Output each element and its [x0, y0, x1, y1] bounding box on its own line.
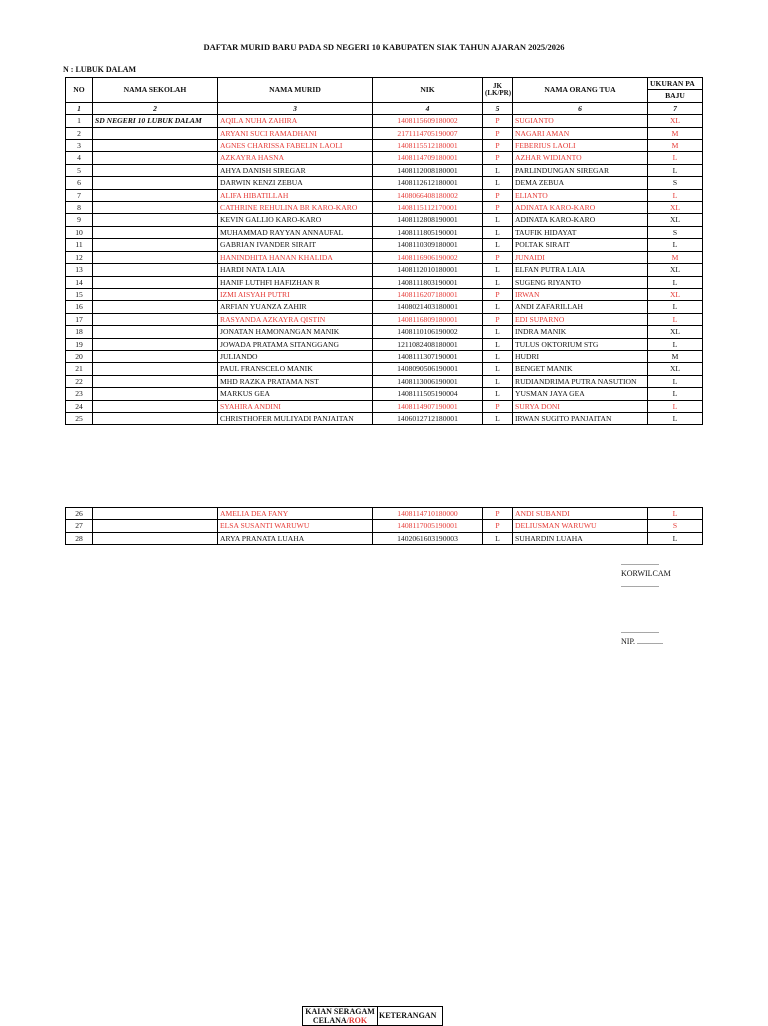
student-gender: P — [483, 115, 513, 127]
table-row — [66, 363, 703, 375]
student-nik: 1408115112170001 — [373, 202, 483, 214]
student-name: JOWADA PRATAMA SITANGGANG — [218, 338, 373, 350]
student-gender: P — [483, 400, 513, 412]
parent-name: POLTAK SIRAIT — [513, 239, 648, 251]
uniform-header-rok: /ROK — [346, 1016, 368, 1025]
parent-name: AZHAR WIDIANTO — [513, 152, 648, 164]
student-nik: 1408112612180001 — [373, 177, 483, 189]
row-number: 20 — [66, 350, 93, 362]
student-name: SYAHIRA ANDINI — [218, 400, 373, 412]
parent-name: JUNAIDI — [513, 251, 648, 263]
row-number: 15 — [66, 288, 93, 300]
student-nik: 1408116809180001 — [373, 313, 483, 325]
student-gender: L — [483, 214, 513, 226]
student-gender: L — [483, 301, 513, 313]
student-gender: L — [483, 264, 513, 276]
shirt-size: XL — [648, 326, 703, 338]
row-number: 18 — [66, 326, 93, 338]
row-number: 1 — [66, 115, 93, 127]
student-nik: 1211082408180001 — [373, 338, 483, 350]
parent-name: IRWAN — [513, 288, 648, 300]
student-gender: L — [483, 338, 513, 350]
row-number: 6 — [66, 177, 93, 189]
student-gender: L — [483, 363, 513, 375]
signature-dots-3: ................... — [621, 626, 659, 635]
school-cell — [93, 251, 218, 263]
row-number: 11 — [66, 239, 93, 251]
student-name: AGNES CHARISSA FABELIN LAOLI — [218, 140, 373, 152]
shirt-size: L — [648, 313, 703, 325]
parent-name: ADINATA KARO-KARO — [513, 214, 648, 226]
row-number: 10 — [66, 226, 93, 238]
student-table-continued — [65, 507, 703, 545]
table-row — [66, 140, 703, 152]
signature-dots-1: ................... — [621, 558, 659, 567]
index-cell: 2 — [93, 102, 218, 114]
student-nik: 1408115512180001 — [373, 140, 483, 152]
school-cell — [93, 202, 218, 214]
index-cell: 5 — [483, 102, 513, 114]
row-number: 14 — [66, 276, 93, 288]
student-nik: 1408114709180001 — [373, 152, 483, 164]
row-number: 23 — [66, 388, 93, 400]
shirt-size: XL — [648, 288, 703, 300]
row-number: 5 — [66, 164, 93, 176]
signature-dots-2: ................... — [621, 580, 659, 589]
parent-name: YUSMAN JAYA GEA — [513, 388, 648, 400]
shirt-size: L — [648, 375, 703, 387]
student-nik: 1408110309180001 — [373, 239, 483, 251]
student-name: CHRISTHOFER MULIYADI PANJAITAN — [218, 412, 373, 424]
school-cell — [93, 400, 218, 412]
student-name: HANIF LUTHFI HAFIZHAN R — [218, 276, 373, 288]
index-cell: 4 — [373, 102, 483, 114]
row-number: 13 — [66, 264, 93, 276]
parent-name: BENGET MANIK — [513, 363, 648, 375]
uniform-header-label: KAIAN SERAGAM — [305, 1007, 375, 1016]
school-cell — [93, 140, 218, 152]
student-nik: 1408114907190001 — [373, 400, 483, 412]
school-cell — [93, 239, 218, 251]
school-cell — [93, 520, 218, 532]
parent-name: SURYA DONI — [513, 400, 648, 412]
shirt-size: M — [648, 127, 703, 139]
shirt-size: L — [648, 532, 703, 544]
table-row — [66, 239, 703, 251]
student-name: ARFIAN YUANZA ZAHIR — [218, 301, 373, 313]
row-number: 4 — [66, 152, 93, 164]
shirt-size: XL — [648, 115, 703, 127]
student-nik: 1408111505190004 — [373, 388, 483, 400]
row-number: 2 — [66, 127, 93, 139]
shirt-size: XL — [648, 214, 703, 226]
student-gender: P — [483, 251, 513, 263]
row-number: 7 — [66, 189, 93, 201]
row-number: 19 — [66, 338, 93, 350]
table-row — [66, 400, 703, 412]
uniform-header-cell — [303, 1007, 378, 1026]
parent-name: RUDIANDRIMA PUTRA NASUTION — [513, 375, 648, 387]
parent-name: ELIANTO — [513, 189, 648, 201]
student-table — [65, 77, 703, 425]
parent-name: ANDI SUBANDI — [513, 508, 648, 520]
header-ukuran: UKURAN PA — [648, 78, 703, 90]
index-cell: 6 — [513, 102, 648, 114]
index-cell: 7 — [648, 102, 703, 114]
table-row — [66, 301, 703, 313]
shirt-size: XL — [648, 202, 703, 214]
school-cell — [93, 152, 218, 164]
school-cell: SD NEGERI 10 LUBUK DALAM — [93, 115, 218, 127]
school-cell — [93, 375, 218, 387]
table-row — [66, 350, 703, 362]
shirt-size: M — [648, 350, 703, 362]
student-name: AQILA NUHA ZAHIRA — [218, 115, 373, 127]
signature-role: KORWILCAM — [621, 569, 671, 578]
signature-nip: NIP. ............. — [621, 637, 664, 646]
row-number: 27 — [66, 520, 93, 532]
shirt-size: M — [648, 251, 703, 263]
shirt-size: L — [648, 301, 703, 313]
shirt-size: L — [648, 164, 703, 176]
student-gender: L — [483, 239, 513, 251]
parent-name: SUGIANTO — [513, 115, 648, 127]
student-gender: P — [483, 140, 513, 152]
student-nik: 1408114710180000 — [373, 508, 483, 520]
student-nik: 1408111307190001 — [373, 350, 483, 362]
table-row — [66, 264, 703, 276]
student-gender: L — [483, 276, 513, 288]
student-name: ARYA PRANATA LUAHA — [218, 532, 373, 544]
school-cell — [93, 127, 218, 139]
header-row — [66, 78, 703, 90]
shirt-size: L — [648, 412, 703, 424]
row-number: 24 — [66, 400, 93, 412]
parent-name: PARLINDUNGAN SIREGAR — [513, 164, 648, 176]
student-name: KEVIN GALLIO KARO-KARO — [218, 214, 373, 226]
parent-name: ANDI ZAFARILLAH — [513, 301, 648, 313]
school-cell — [93, 412, 218, 424]
student-name: PAUL FRANSCELO MANIK — [218, 363, 373, 375]
table-row — [66, 251, 703, 263]
parent-name: SUHARDIN LUAHA — [513, 532, 648, 544]
parent-name: FEBERIUS LAOLI — [513, 140, 648, 152]
shirt-size: L — [648, 189, 703, 201]
uniform-header-celana: CELANA — [312, 1016, 347, 1025]
index-row — [66, 102, 703, 114]
school-cell — [93, 264, 218, 276]
school-cell — [93, 388, 218, 400]
student-nik: 1408021403180001 — [373, 301, 483, 313]
student-gender: L — [483, 532, 513, 544]
table-row — [66, 189, 703, 201]
shirt-size: L — [648, 388, 703, 400]
row-number: 25 — [66, 412, 93, 424]
school-cell — [93, 177, 218, 189]
school-cell — [93, 164, 218, 176]
student-gender: P — [483, 189, 513, 201]
school-cell — [93, 276, 218, 288]
row-number: 16 — [66, 301, 93, 313]
shirt-size: XL — [648, 264, 703, 276]
table-row — [66, 508, 703, 520]
school-cell — [93, 532, 218, 544]
header-baju: BAJU — [648, 90, 703, 102]
table-row — [66, 164, 703, 176]
student-gender: L — [483, 164, 513, 176]
index-cell: 1 — [66, 102, 93, 114]
student-nik: 1408066408180002 — [373, 189, 483, 201]
student-name: AZKAYRA HASNA — [218, 152, 373, 164]
student-gender: P — [483, 520, 513, 532]
student-name: HANINDHITA HANAN KHALIDA — [218, 251, 373, 263]
row-number: 28 — [66, 532, 93, 544]
student-nik: 1408115609180002 — [373, 115, 483, 127]
student-name: JONATAN HAMONANGAN MANIK — [218, 326, 373, 338]
student-gender: P — [483, 152, 513, 164]
row-number: 12 — [66, 251, 93, 263]
table-row — [66, 532, 703, 544]
student-nik: 1408117005190001 — [373, 520, 483, 532]
header-jk: JK (LK/PR) — [483, 78, 513, 103]
row-number: 9 — [66, 214, 93, 226]
row-number: 17 — [66, 313, 93, 325]
shirt-size: L — [648, 338, 703, 350]
student-name: ALIFA HIBATILLAH — [218, 189, 373, 201]
header-no: NO — [66, 78, 93, 103]
student-name: ELSA SUSANTI WARUWU — [218, 520, 373, 532]
uniform-table-header — [302, 1006, 443, 1026]
student-name: RASYANDA AZKAYRA QISTIN — [218, 313, 373, 325]
parent-name: DELIUSMAN WARUWU — [513, 520, 648, 532]
student-gender: L — [483, 388, 513, 400]
parent-name: ADINATA KARO-KARO — [513, 202, 648, 214]
student-name: AMELIA DEA FANY — [218, 508, 373, 520]
student-nik: 1402061603190003 — [373, 532, 483, 544]
parent-name: NAGARI AMAN — [513, 127, 648, 139]
student-name: MARKUS GEA — [218, 388, 373, 400]
shirt-size: S — [648, 226, 703, 238]
kecamatan-label: N : LUBUK DALAM — [63, 65, 137, 74]
student-nik: 1408112008180001 — [373, 164, 483, 176]
school-cell — [93, 226, 218, 238]
school-cell — [93, 313, 218, 325]
row-number: 21 — [66, 363, 93, 375]
student-gender: P — [483, 127, 513, 139]
index-cell: 3 — [218, 102, 373, 114]
table-row — [66, 177, 703, 189]
parent-name: HUDRI — [513, 350, 648, 362]
student-name: JULIANDO — [218, 350, 373, 362]
parent-name: INDRA MANIK — [513, 326, 648, 338]
row-number: 22 — [66, 375, 93, 387]
row-number: 3 — [66, 140, 93, 152]
school-cell — [93, 508, 218, 520]
parent-name: EDI SUPARNO — [513, 313, 648, 325]
table-row — [66, 115, 703, 127]
table-row — [66, 214, 703, 226]
shirt-size: L — [648, 508, 703, 520]
table-row — [66, 313, 703, 325]
student-gender: L — [483, 412, 513, 424]
table-row — [66, 226, 703, 238]
school-cell — [93, 288, 218, 300]
school-cell — [93, 350, 218, 362]
student-gender: L — [483, 375, 513, 387]
student-name: MHD RAZKA PRATAMA NST — [218, 375, 373, 387]
student-gender: L — [483, 226, 513, 238]
header-nama-murid: NAMA MURID — [218, 78, 373, 103]
student-name: MUHAMMAD RAYYAN ANNAUFAL — [218, 226, 373, 238]
student-nik: 1408113006190001 — [373, 375, 483, 387]
shirt-size: M — [648, 140, 703, 152]
parent-name: SUGENG RIYANTO — [513, 276, 648, 288]
header-nama-orang-tua: NAMA ORANG TUA — [513, 78, 648, 103]
student-name: GABRIAN IVANDER SIRAIT — [218, 239, 373, 251]
shirt-size: L — [648, 276, 703, 288]
student-name: AHYA DANISH SIREGAR — [218, 164, 373, 176]
school-cell — [93, 326, 218, 338]
student-name: IZMI AISYAH PUTRI — [218, 288, 373, 300]
student-gender: P — [483, 288, 513, 300]
notes-header-cell: KETERANGAN — [378, 1007, 443, 1026]
header-nama-sekolah: NAMA SEKOLAH — [93, 78, 218, 103]
shirt-size: L — [648, 400, 703, 412]
student-nik: 1408111803190001 — [373, 276, 483, 288]
student-nik: 1408090506190001 — [373, 363, 483, 375]
student-nik: 1408112808190001 — [373, 214, 483, 226]
shirt-size: XL — [648, 363, 703, 375]
school-cell — [93, 338, 218, 350]
row-number: 8 — [66, 202, 93, 214]
table-row — [66, 152, 703, 164]
school-cell — [93, 363, 218, 375]
table-row — [66, 202, 703, 214]
student-gender: L — [483, 326, 513, 338]
student-nik: 1408112010180001 — [373, 264, 483, 276]
student-gender: P — [483, 508, 513, 520]
table-row — [66, 338, 703, 350]
student-name: DARWIN KENZI ZEBUA — [218, 177, 373, 189]
parent-name: TULUS OKTORIUM STG — [513, 338, 648, 350]
student-gender: L — [483, 350, 513, 362]
parent-name: TAUFIK HIDAYAT — [513, 226, 648, 238]
shirt-size: L — [648, 239, 703, 251]
shirt-size: S — [648, 177, 703, 189]
student-gender: P — [483, 313, 513, 325]
school-cell — [93, 301, 218, 313]
school-cell — [93, 214, 218, 226]
student-name: HARDI NATA LAIA — [218, 264, 373, 276]
parent-name: ELFAN PUTRA LAIA — [513, 264, 648, 276]
school-cell — [93, 189, 218, 201]
parent-name: DEMA ZEBUA — [513, 177, 648, 189]
student-nik: 1408116906190002 — [373, 251, 483, 263]
row-number: 26 — [66, 508, 93, 520]
student-nik: 1408116207180001 — [373, 288, 483, 300]
table-row — [66, 375, 703, 387]
parent-name: IRWAN SUGITO PANJAITAN — [513, 412, 648, 424]
student-name: ARYANI SUCI RAMADHANI — [218, 127, 373, 139]
shirt-size: S — [648, 520, 703, 532]
student-gender: P — [483, 202, 513, 214]
table-row — [66, 326, 703, 338]
shirt-size: L — [648, 152, 703, 164]
document-title: DAFTAR MURID BARU PADA SD NEGERI 10 KABUPATEN SIAK TAHUN AJARAN 2025/2026 — [203, 42, 565, 52]
student-nik: 2171114705190007 — [373, 127, 483, 139]
table-row — [66, 412, 703, 424]
student-nik: 1408111805190001 — [373, 226, 483, 238]
student-name: CATHRINE REHULINA BR KARO-KARO — [218, 202, 373, 214]
header-nik: NIK — [373, 78, 483, 103]
table-row — [66, 276, 703, 288]
table-row — [66, 388, 703, 400]
student-nik: 1406012712180001 — [373, 412, 483, 424]
student-nik: 1408110106190002 — [373, 326, 483, 338]
table-row — [66, 288, 703, 300]
table-row — [66, 127, 703, 139]
student-gender: L — [483, 177, 513, 189]
table-row — [66, 520, 703, 532]
